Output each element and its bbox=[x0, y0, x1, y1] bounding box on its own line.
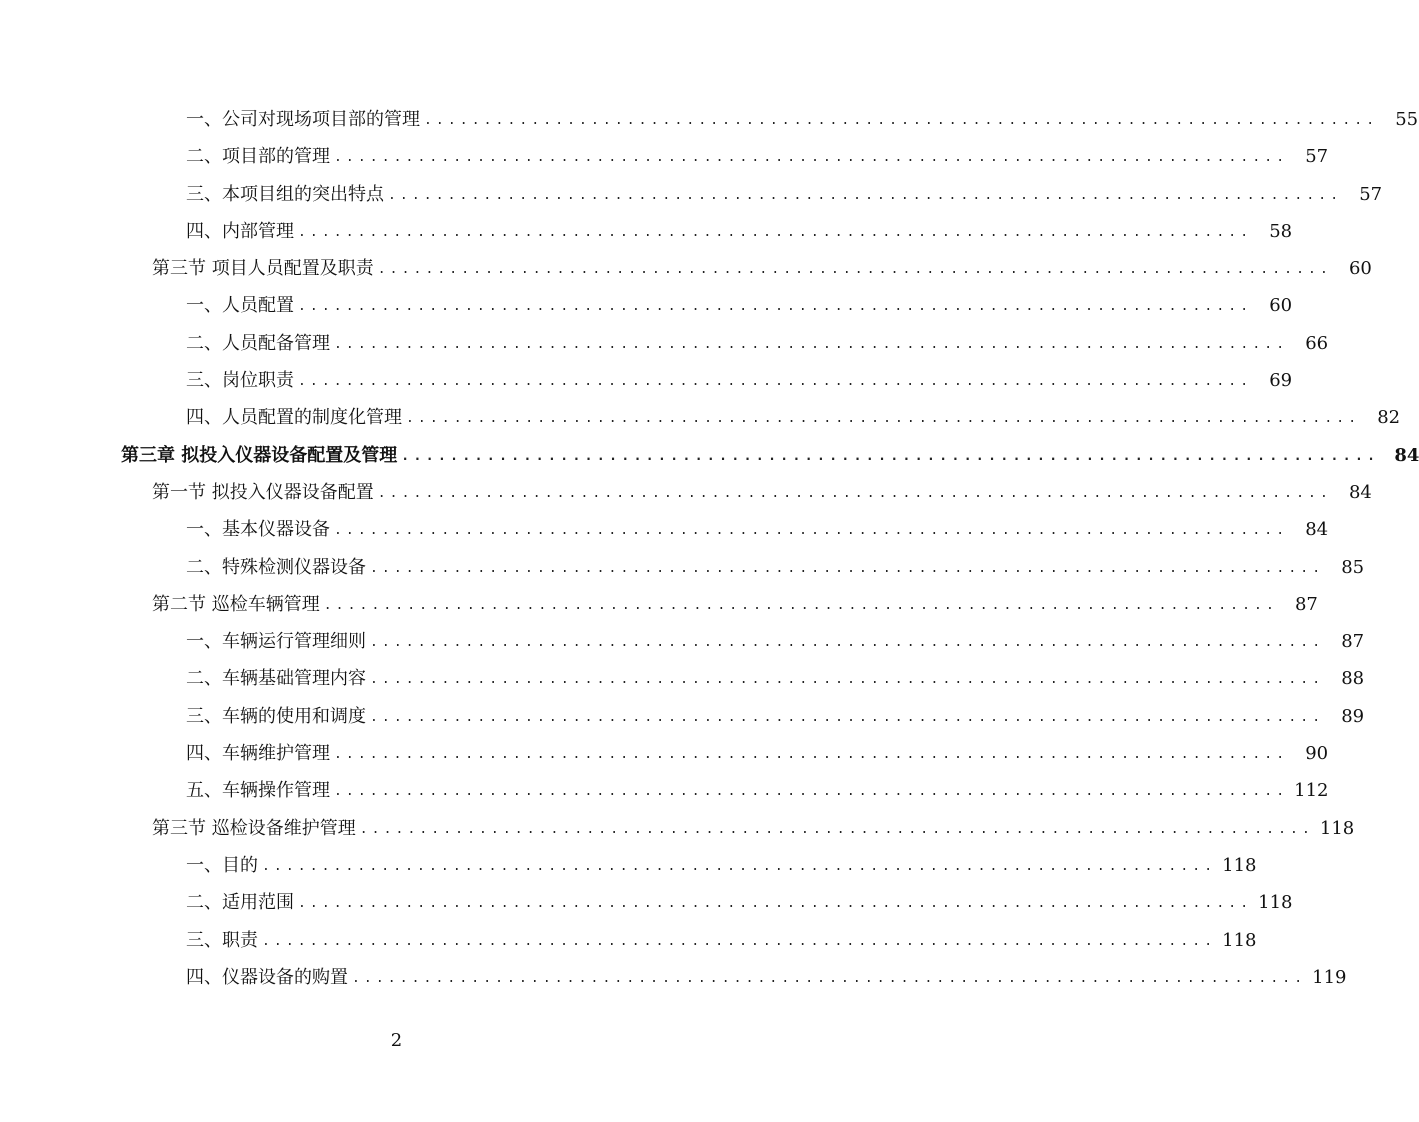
toc-entry-page: 112 bbox=[1294, 780, 1329, 802]
toc-dot-leader: ................................................................................ bbox=[370, 635, 1325, 651]
toc-dot-leader: ................................................................................ bbox=[401, 448, 1380, 464]
toc-entry-page: 84 bbox=[1394, 444, 1419, 466]
toc-dot-leader: ................................................................................ bbox=[298, 374, 1253, 390]
toc-dot-leader: ................................................................................ bbox=[334, 150, 1289, 166]
toc-dot-leader: ................................................................................ bbox=[424, 113, 1379, 128]
toc-entry-page: 55 bbox=[1395, 109, 1419, 130]
toc-dot-leader: ................................................................................ bbox=[334, 747, 1289, 763]
toc-entry[interactable] bbox=[0, 810, 1355, 847]
toc-entry[interactable] bbox=[0, 623, 1365, 660]
toc-entry-page: 57 bbox=[1359, 183, 1383, 205]
toc-entry-page: 119 bbox=[1312, 966, 1347, 988]
toc-entry-title: 一、人员配置 bbox=[186, 295, 294, 317]
toc-entry-title: 一、车辆运行管理细则 bbox=[186, 631, 366, 653]
toc-entry-page: 57 bbox=[1305, 146, 1329, 168]
toc-dot-leader: ................................................................................ bbox=[370, 560, 1325, 576]
toc-entry-title: 四、内部管理 bbox=[186, 220, 294, 242]
toc-dot-leader: ................................................................................ bbox=[377, 262, 1332, 278]
toc-entry[interactable] bbox=[0, 399, 1401, 436]
toc-dot-leader: ................................................................................ bbox=[334, 336, 1289, 352]
toc-entry-page: 88 bbox=[1341, 668, 1365, 690]
toc-entry-page: 84 bbox=[1348, 481, 1372, 503]
toc-entry-title: 三、职责 bbox=[186, 929, 258, 951]
toc-entry[interactable] bbox=[0, 101, 1419, 138]
toc-entry-title: 第一节 拟投入仪器设备配置 bbox=[152, 481, 374, 503]
toc-entry[interactable] bbox=[0, 250, 1372, 287]
toc-entry-page: 69 bbox=[1269, 370, 1293, 392]
toc-entry-title: 第二节 巡检车辆管理 bbox=[152, 593, 320, 615]
toc-entry[interactable] bbox=[0, 735, 1329, 772]
toc-entry[interactable] bbox=[0, 287, 1293, 324]
toc-entry-title: 第三节 项目人员配置及职责 bbox=[152, 258, 374, 280]
toc-dot-leader: ................................................................................ bbox=[359, 821, 1314, 837]
toc-dot-leader: ................................................................................ bbox=[352, 970, 1307, 986]
toc-entry[interactable] bbox=[0, 138, 1329, 175]
toc-dot-leader: ................................................................................ bbox=[323, 597, 1278, 613]
toc-entry-title: 第三章 拟投入仪器设备配置及管理 bbox=[121, 444, 398, 466]
toc-entry-page: 90 bbox=[1305, 743, 1329, 765]
toc-dot-leader: ................................................................................ bbox=[262, 858, 1217, 874]
toc-entry[interactable] bbox=[0, 511, 1329, 548]
toc-entry[interactable] bbox=[0, 847, 1257, 884]
toc-entry-title: 二、人员配备管理 bbox=[186, 332, 330, 354]
toc-entry[interactable] bbox=[0, 922, 1257, 959]
toc-dot-leader: ................................................................................ bbox=[377, 485, 1332, 501]
toc-dot-leader: ................................................................................ bbox=[262, 933, 1217, 949]
toc-entry[interactable] bbox=[0, 176, 1383, 213]
toc-entry-title: 二、适用范围 bbox=[186, 892, 294, 914]
toc-entry[interactable] bbox=[0, 772, 1329, 809]
toc-entry-page: 87 bbox=[1294, 593, 1318, 615]
toc-entry-page: 58 bbox=[1269, 220, 1293, 242]
toc-dot-leader: ................................................................................ bbox=[406, 411, 1361, 427]
toc-entry-title: 五、车辆操作管理 bbox=[186, 780, 330, 802]
toc-entry-page: 118 bbox=[1319, 817, 1355, 839]
toc-entry-title: 一、公司对现场项目部的管理 bbox=[186, 109, 420, 130]
toc-entry-title: 一、目的 bbox=[186, 854, 258, 876]
toc-entry-page: 82 bbox=[1377, 407, 1401, 429]
toc-entry-title: 四、车辆维护管理 bbox=[186, 743, 330, 765]
toc-dot-leader: ................................................................................ bbox=[298, 224, 1253, 240]
table-of-contents bbox=[0, 101, 1419, 996]
toc-entry-title: 四、仪器设备的购置 bbox=[186, 966, 348, 988]
toc-dot-leader: ................................................................................ bbox=[388, 187, 1343, 203]
toc-entry-title: 二、项目部的管理 bbox=[186, 146, 330, 168]
toc-entry-page: 60 bbox=[1269, 295, 1293, 317]
toc-entry[interactable] bbox=[0, 586, 1318, 623]
toc-dot-leader: ................................................................................ bbox=[370, 672, 1325, 688]
toc-entry-page: 66 bbox=[1305, 332, 1329, 354]
toc-entry-page: 84 bbox=[1305, 519, 1329, 541]
toc-entry-title: 第三节 巡检设备维护管理 bbox=[152, 817, 356, 839]
toc-entry-page: 60 bbox=[1348, 258, 1372, 280]
toc-dot-leader: ................................................................................ bbox=[334, 523, 1289, 539]
toc-dot-leader: ................................................................................ bbox=[298, 299, 1253, 315]
toc-entry-title: 一、基本仪器设备 bbox=[186, 519, 330, 541]
toc-entry-title: 三、车辆的使用和调度 bbox=[186, 705, 366, 727]
toc-entry-page: 118 bbox=[1222, 929, 1257, 951]
toc-entry[interactable] bbox=[0, 959, 1347, 996]
toc-entry-title: 二、车辆基础管理内容 bbox=[186, 668, 366, 690]
toc-entry-title: 三、本项目组的突出特点 bbox=[186, 183, 384, 205]
toc-entry-page: 118 bbox=[1258, 892, 1293, 914]
toc-entry[interactable] bbox=[0, 549, 1365, 586]
toc-entry[interactable] bbox=[0, 362, 1293, 399]
toc-chapter-entry[interactable] bbox=[0, 437, 1419, 474]
toc-entry-title: 四、人员配置的制度化管理 bbox=[186, 407, 402, 429]
toc-entry-page: 85 bbox=[1341, 556, 1365, 578]
toc-entry-page: 89 bbox=[1341, 705, 1365, 727]
toc-entry-page: 87 bbox=[1341, 631, 1365, 653]
toc-entry[interactable] bbox=[0, 660, 1365, 697]
toc-entry-page: 118 bbox=[1222, 854, 1257, 876]
toc-entry[interactable] bbox=[0, 474, 1372, 511]
toc-entry-title: 二、特殊检测仪器设备 bbox=[186, 556, 366, 578]
toc-entry[interactable] bbox=[0, 884, 1293, 921]
toc-dot-leader: ................................................................................ bbox=[334, 784, 1289, 800]
toc-dot-leader: ................................................................................ bbox=[298, 896, 1253, 912]
toc-entry[interactable] bbox=[0, 325, 1329, 362]
toc-dot-leader: ................................................................................ bbox=[370, 709, 1325, 725]
page-number: 2 bbox=[390, 1030, 403, 1051]
toc-entry[interactable] bbox=[0, 698, 1365, 735]
toc-entry[interactable] bbox=[0, 213, 1293, 250]
toc-entry-title: 三、岗位职责 bbox=[186, 370, 294, 392]
